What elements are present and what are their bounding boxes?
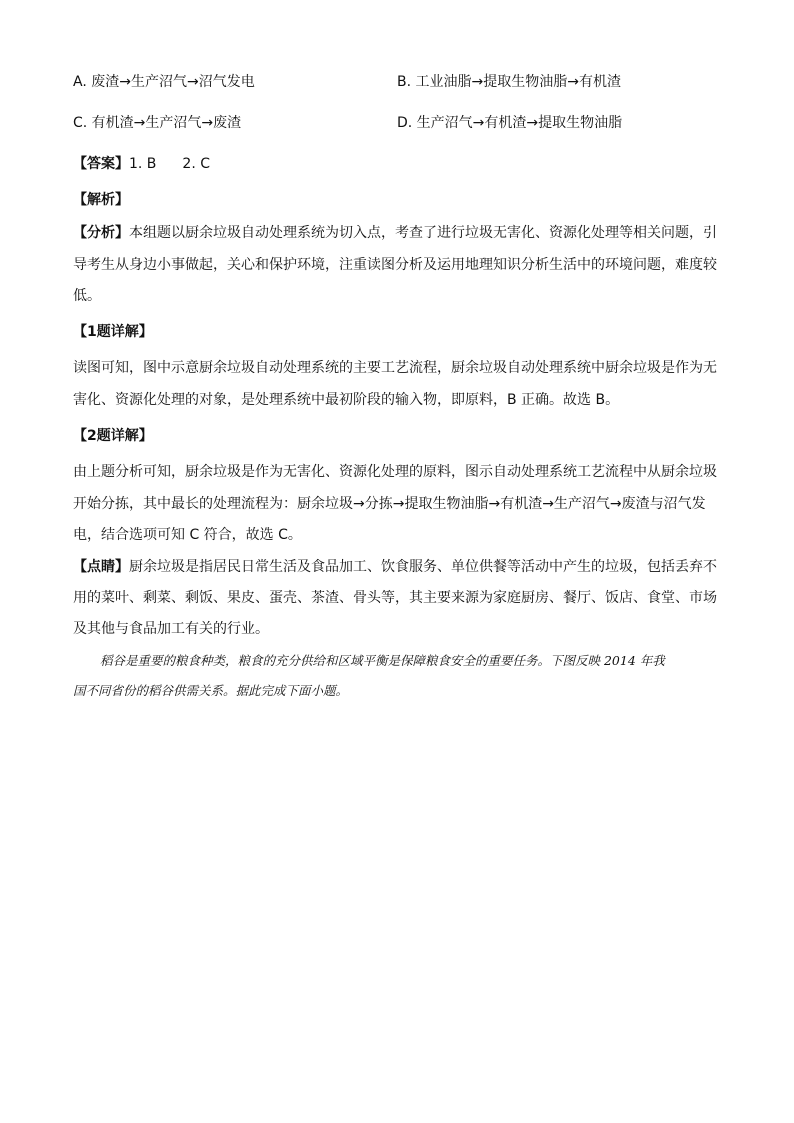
q2-heading: 【2题详解】 [73,428,153,444]
dianjing-line-1 [73,557,717,577]
q2-line-2: 开始分拣，其中最长的处理流程为：厨余垃圾→分拣→提取生物油脂→有机渣→生产沼气→废渣与沼气发 [73,496,706,512]
option-d: D. 生产沼气→有机渣→提取生物油脂 [397,115,623,131]
fenxi-label: 【分析】 [73,225,129,241]
answer-item-1: 1. B [129,156,157,172]
dianjing-text-1: 厨余垃圾是指居民日常生活及食品加工、饮食服务、单位供餐等活动中产生的垃圾，包括丢弃不 [129,559,717,575]
option-a: A. 废渣→生产沼气→沼气发电 [73,74,255,90]
fenxi-line-3: 低。 [73,288,101,304]
fenxi-line-2: 导考生从身边小事做起，关心和保护环境，注重读图分析及运用地理知识分析生活中的环境问题，难度较 [73,257,717,273]
q1-line-2: 害化、资源化处理的对象，是处理系统中最初阶段的输入物，即原料，B 正确。故选 B。 [73,392,620,408]
dianjing-line-3: 及其他与食品加工有关的行业。 [73,621,269,637]
q2-line-1: 由上题分析可知，厨余垃圾是作为无害化、资源化处理的原料，图示自动处理系统工艺流程中从厨余垃圾 [73,464,717,480]
q2-line-3: 电，结合选项可知 C 符合，故选 C。 [73,527,302,543]
fenxi-line-1 [73,223,717,243]
next-question-line-1: 稻谷是重要的粮食种类，粮食的充分供给和区域平衡是保障粮食安全的重要任务。下图反映 2014 年我 [100,653,665,668]
answer-label: 【答案】 [73,156,129,172]
option-b: B. 工业油脂→提取生物油脂→有机渣 [397,74,621,90]
q1-line-1: 读图可知，图中示意厨余垃圾自动处理系统的主要工艺流程，厨余垃圾自动处理系统中厨余垃圾是作为无 [73,360,717,376]
dianjing-label: 【点睛】 [73,559,129,575]
q1-heading: 【1题详解】 [73,324,153,340]
next-question-line-2: 国不同省份的稻谷供需关系。据此完成下面小题。 [73,683,349,698]
option-c: C. 有机渣→生产沼气→废渣 [73,115,242,131]
answer-line [73,154,210,174]
fenxi-text-1: 本组题以厨余垃圾自动处理系统为切入点，考查了进行垃圾无害化、资源化处理等相关问题，引 [129,225,717,241]
answer-item-2: 2. C [182,156,211,172]
analysis-heading: 【解析】 [73,192,129,208]
dianjing-line-2: 用的菜叶、剩菜、剩饭、果皮、蛋壳、茶渣、骨头等，其主要来源为家庭厨房、餐厅、饭店、食堂、市场 [73,590,717,606]
